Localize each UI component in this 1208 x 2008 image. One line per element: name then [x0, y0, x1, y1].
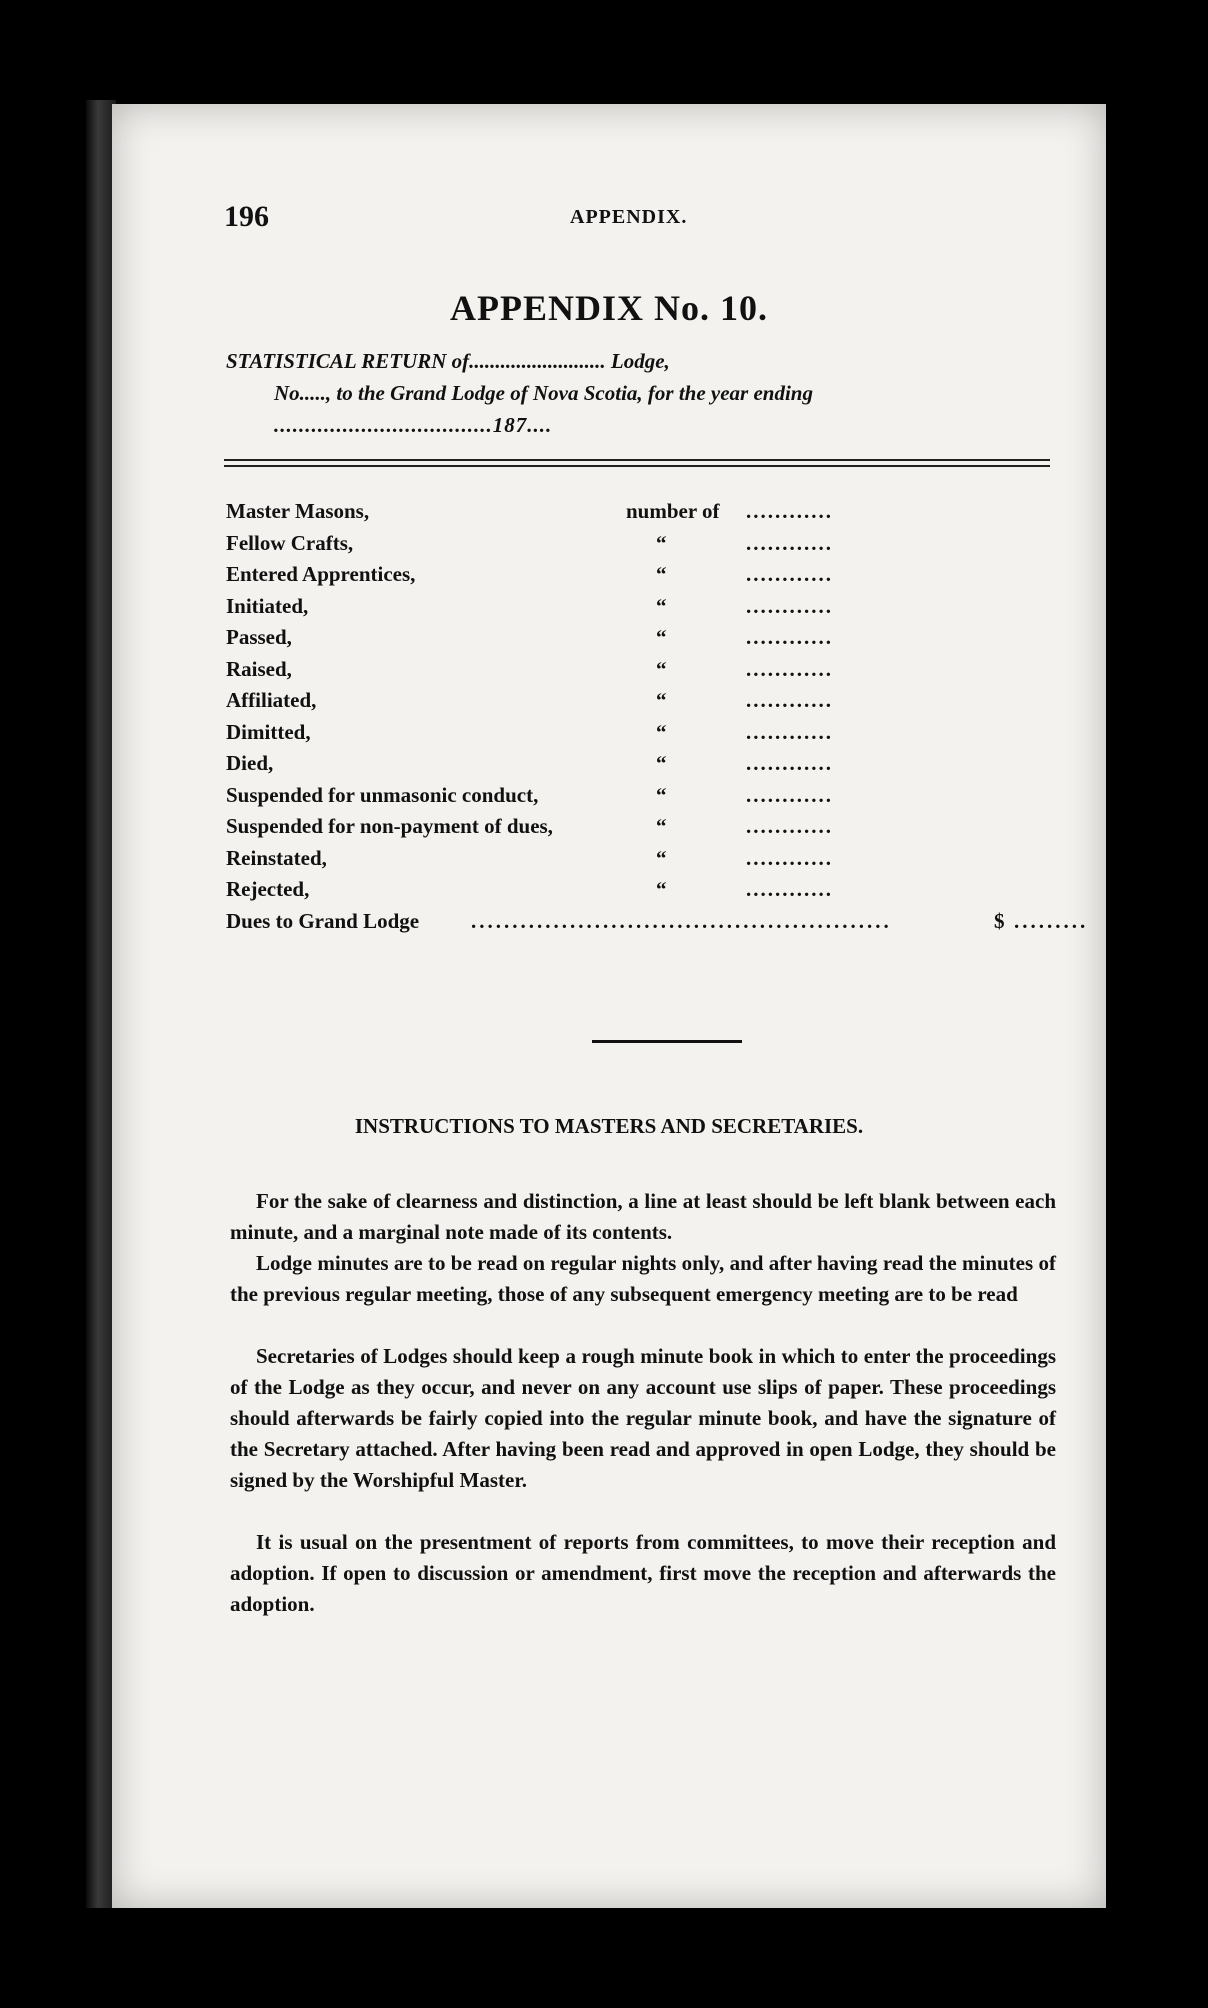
- list-item: Fellow Crafts, “ ............: [226, 530, 833, 555]
- return-line-2: No....., to the Grand Lodge of Nova Scotia, for the year ending: [274, 381, 813, 405]
- instruction-paragraph: For the sake of clearness and distinction, a line at least should be left blank between each minute, and a marginal note made of its contents.: [230, 1189, 1056, 1244]
- instruction-paragraph: Lodge minutes are to be read on regular nights only, and after having read the minutes of the previous regular meeting, those of any subsequent emergency meeting are to be read: [230, 1251, 1056, 1306]
- double-rule-bottom: [224, 465, 1050, 467]
- list-item: Dimitted, “ ............: [226, 719, 833, 744]
- list-item: Raised, “ ............: [226, 656, 833, 681]
- instructions-title: INSTRUCTIONS TO MASTERS AND SECRETARIES.: [354, 1114, 864, 1138]
- list-item: Affiliated, “ ............: [226, 688, 833, 712]
- section-divider: [592, 1040, 742, 1043]
- instruction-paragraph: Secretaries of Lodges should keep a rough minute book in which to enter the proceedings of the Lodge as they occur, and never on any account use slips of paper. These proceedings should afterwards be fairly copied into the regular minute book, and have the signature of the Secretary attached. After having been read and approved in open Lodge, they should be signed by the Worshipful Master.: [230, 1344, 1056, 1492]
- instruction-paragraph: It is usual on the presentment of reports from committees, to move their reception and adoption. If open to discussion or amendment, first move the reception and afterwards the adoption.: [230, 1530, 1056, 1616]
- list-item: Master Masons, number of ............: [226, 499, 833, 523]
- return-line-3: ...................................187....: [274, 413, 553, 437]
- list-item: Entered Apprentices, “ ............: [226, 562, 833, 586]
- double-rule-top: [224, 459, 1050, 461]
- statistics-list: [226, 499, 1089, 940]
- page-header: [112, 200, 1106, 240]
- list-item: Passed, “ ............: [226, 625, 833, 649]
- dues-row: Dues to Grand Lodge ................................................... $ .........: [226, 908, 1089, 933]
- appendix-title: APPENDIX No. 10.: [450, 288, 768, 328]
- document-page: [112, 104, 1106, 1908]
- list-item: Initiated, “ ............: [226, 593, 833, 618]
- list-item: Suspended for non-payment of dues, “ ............: [226, 814, 833, 838]
- list-item: Died, “ ............: [226, 751, 833, 775]
- list-item: Suspended for unmasonic conduct, “ ............: [226, 782, 833, 807]
- return-line-1: STATISTICAL RETURN of.......................... Lodge,: [226, 349, 670, 373]
- running-title: APPENDIX.: [570, 206, 688, 228]
- list-item: Reinstated, “ ............: [226, 845, 833, 870]
- page-number: 196: [224, 200, 269, 233]
- list-item: Rejected, “ ............: [226, 877, 833, 901]
